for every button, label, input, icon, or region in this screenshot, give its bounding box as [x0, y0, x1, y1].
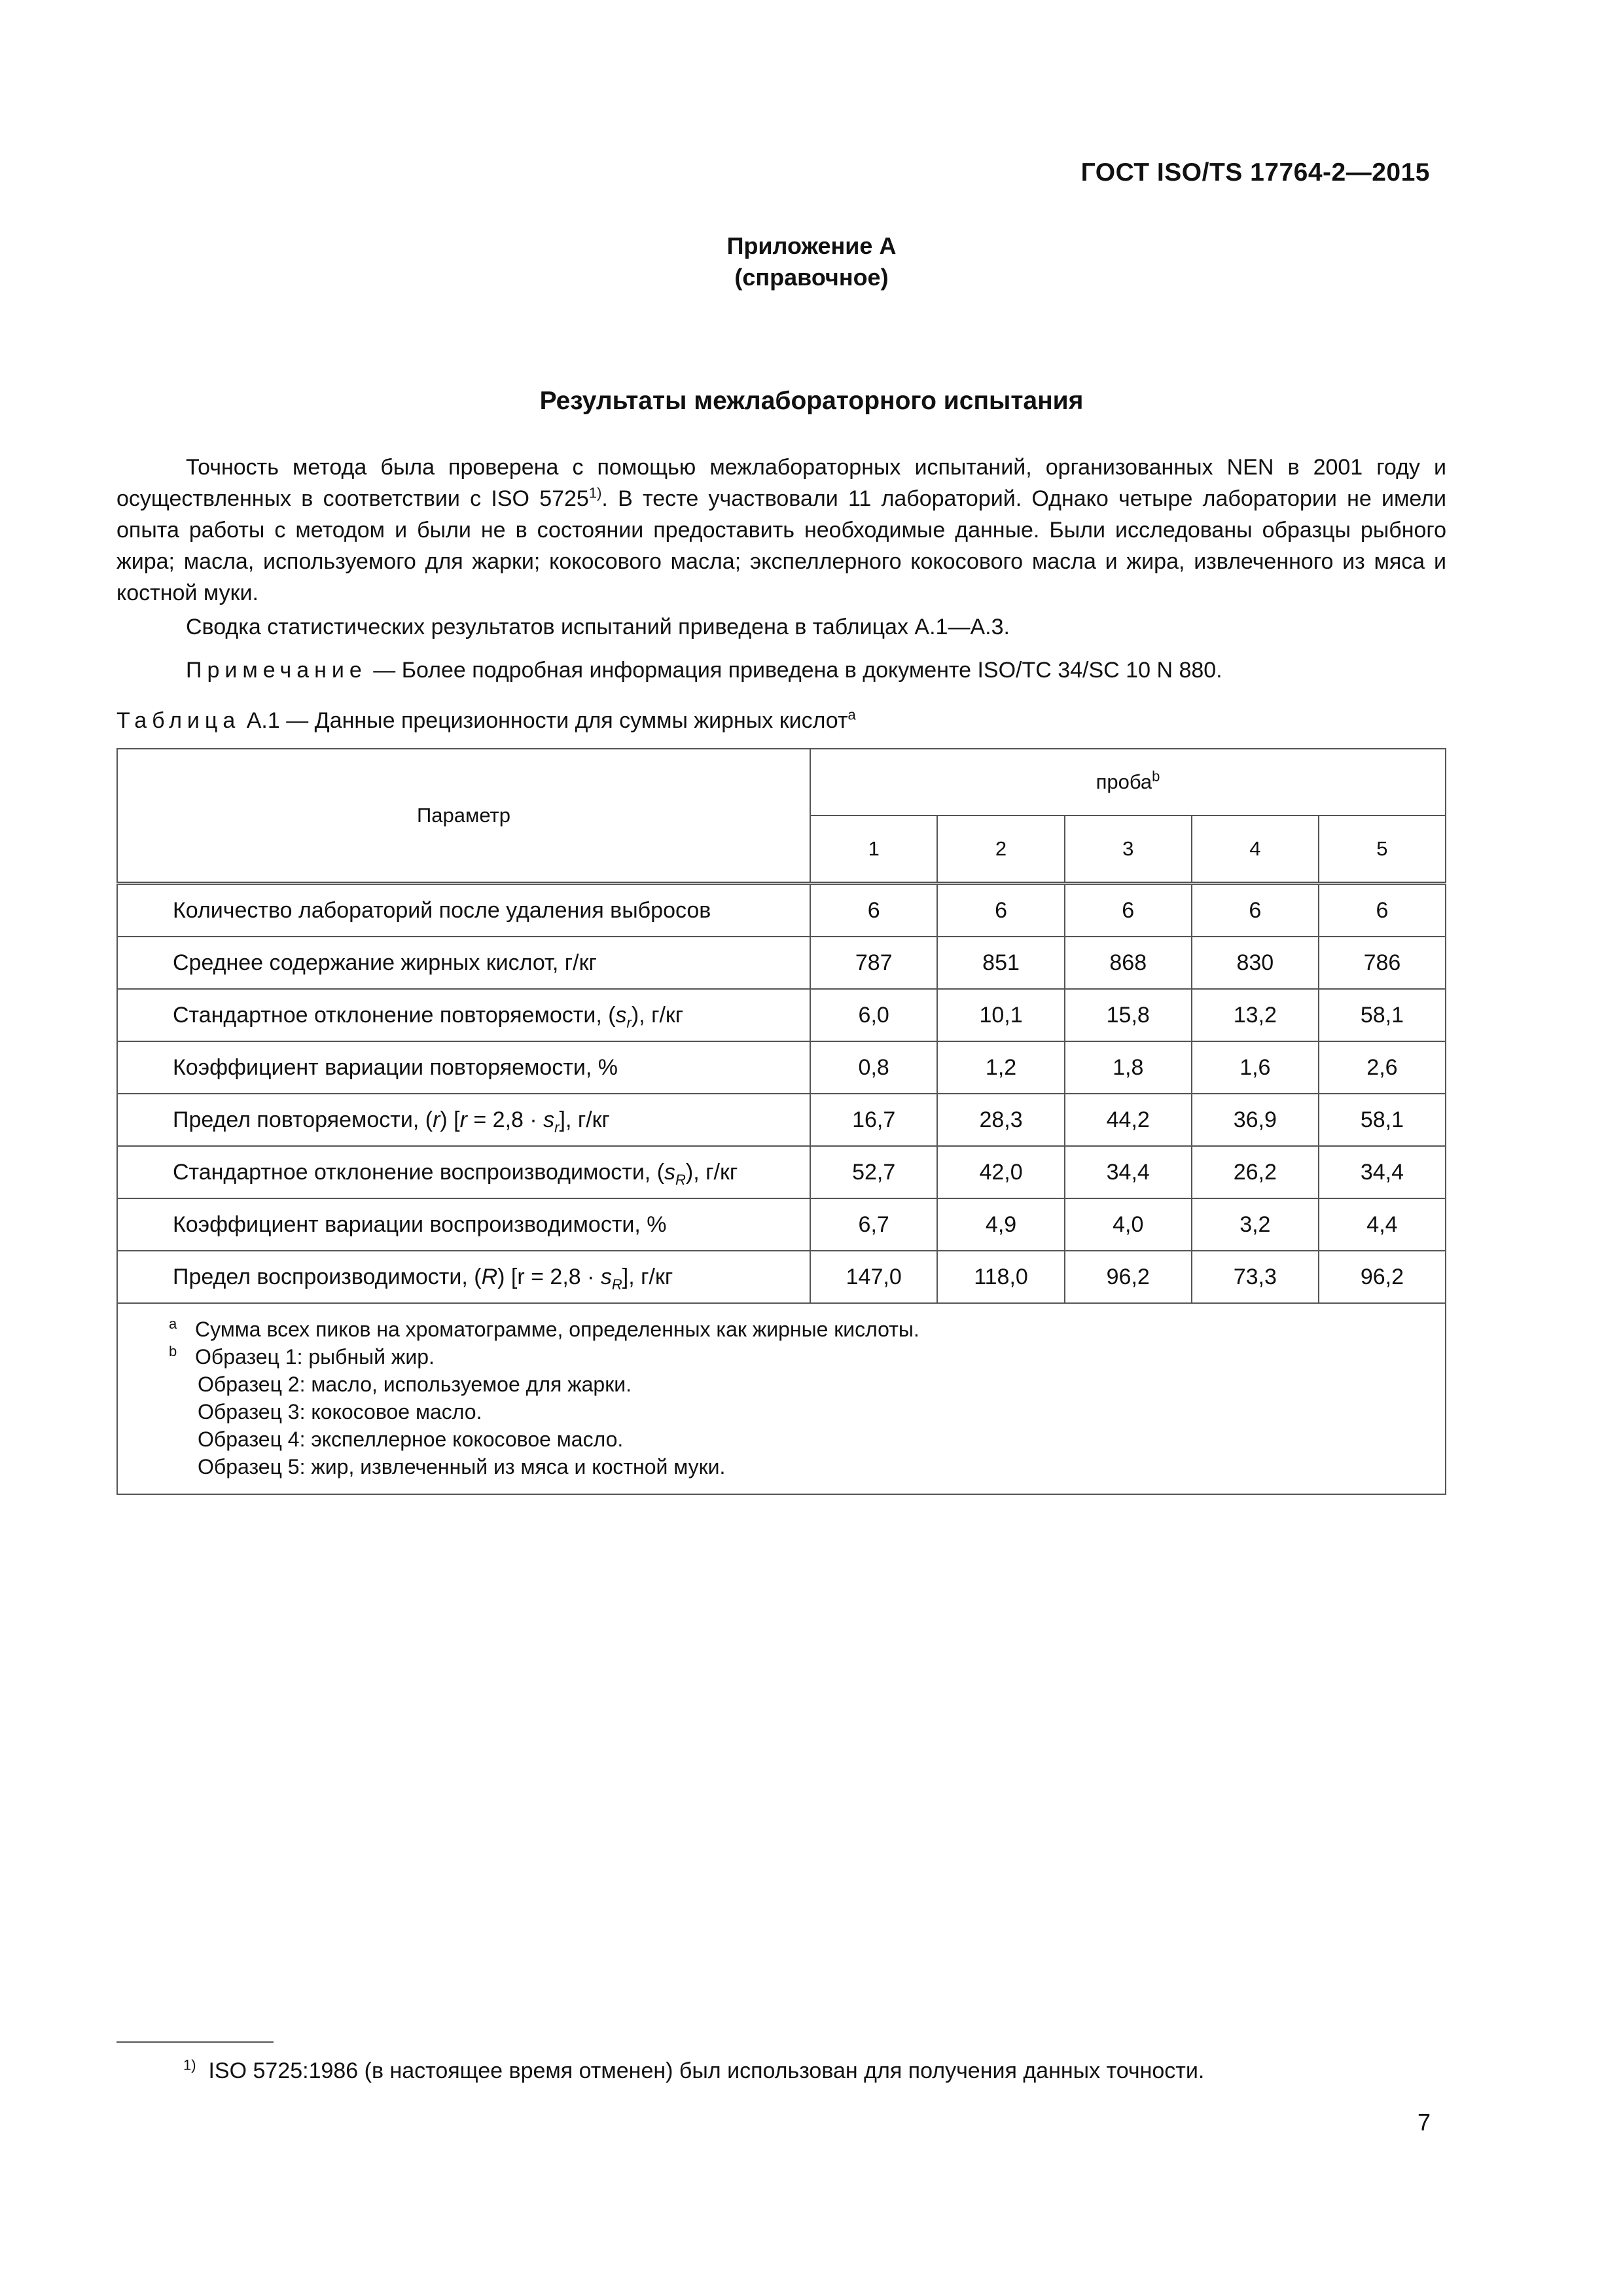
- table-footnotes-row: [117, 1303, 1446, 1494]
- table-caption: [116, 708, 856, 734]
- paragraph-1-text-b: . В тесте участвовали 11 лабораторий. Однако четыре лаборатории не имели опыта работы с методом и были не в состоянии предоставить необходимые данные. Были исследованы образцы рыбного жира; масла, используемого для жарки; кокосового масла; экспеллерного кокосового масла и жира, извлеченного из мяса и костной муки.: [116, 486, 1446, 605]
- cell-value: 3,2: [1192, 1198, 1319, 1251]
- cell-value: 10,1: [937, 989, 1064, 1041]
- table-row: [117, 1251, 1446, 1303]
- header-sample-4: 4: [1192, 816, 1319, 884]
- cell-value: 118,0: [937, 1251, 1064, 1303]
- cell-value: 34,4: [1065, 1146, 1192, 1198]
- cell-value: 28,3: [937, 1094, 1064, 1146]
- table-row: [117, 1146, 1446, 1198]
- row-label: Количество лабораторий после удаления выбросов: [117, 884, 810, 937]
- table-row: [117, 884, 1446, 937]
- row-label-part: ) [: [440, 1107, 460, 1132]
- cell-value: 4,4: [1319, 1198, 1446, 1251]
- row-label-part: Стандартное отклонение повторяемости, (: [173, 1002, 616, 1028]
- page-footnote: [183, 2058, 1204, 2084]
- cell-value: 851: [937, 937, 1064, 989]
- note-label: Примечание: [186, 658, 367, 683]
- cell-value: 96,2: [1065, 1251, 1192, 1303]
- cell-value: 147,0: [810, 1251, 937, 1303]
- table-row: [117, 989, 1446, 1041]
- appendix-heading: [0, 230, 1623, 293]
- cell-value: 1,2: [937, 1041, 1064, 1094]
- header-proba-text: проба: [1096, 770, 1152, 793]
- appendix-subtitle: (справочное): [734, 264, 889, 291]
- row-label-sub: r: [554, 1119, 560, 1136]
- footnote-line: Образец 5: жир, извлеченный из мяса и костной муки.: [198, 1455, 726, 1479]
- row-label-sub: R: [611, 1276, 622, 1293]
- row-label-sub: r: [626, 1014, 632, 1031]
- row-label-part: Предел повторяемости, (: [173, 1107, 433, 1132]
- cell-value: 4,0: [1065, 1198, 1192, 1251]
- cell-value: 44,2: [1065, 1094, 1192, 1146]
- row-label-part: ], г/кг: [559, 1107, 610, 1132]
- page-footnote-text: ISO 5725:1986 (в настоящее время отменен) был использован для получения данных точности.: [208, 2058, 1205, 2083]
- row-label: [117, 1146, 810, 1198]
- cell-value: 0,8: [810, 1041, 937, 1094]
- cell-value: 73,3: [1192, 1251, 1319, 1303]
- cell-value: 52,7: [810, 1146, 937, 1198]
- cell-value: 36,9: [1192, 1094, 1319, 1146]
- paragraph-1-text-a: Точность метода была проверена с помощью межлабораторных испытаний, организованных NEN в 2001 году и осуществленных в соответствии с ISO 5725: [116, 455, 1446, 511]
- cell-value: 42,0: [937, 1146, 1064, 1198]
- cell-value: 6: [1192, 884, 1319, 937]
- row-label-var: s: [543, 1107, 555, 1132]
- row-label: Коэффициент вариации повторяемости, %: [117, 1041, 810, 1094]
- cell-value: 26,2: [1192, 1146, 1319, 1198]
- header-sample-3: 3: [1065, 816, 1192, 884]
- row-label: [117, 1251, 810, 1303]
- row-label-var: r: [433, 1107, 440, 1132]
- row-label-part: Предел воспроизводимости, (: [173, 1264, 482, 1289]
- cell-value: 16,7: [810, 1094, 937, 1146]
- cell-value: 786: [1319, 937, 1446, 989]
- paragraph-1: [116, 452, 1446, 609]
- cell-value: 58,1: [1319, 989, 1446, 1041]
- cell-value: 96,2: [1319, 1251, 1446, 1303]
- footnote-divider: [116, 2041, 274, 2043]
- section-title: Результаты межлабораторного испытания: [539, 387, 1084, 415]
- row-label: [117, 1094, 810, 1146]
- cell-value: 34,4: [1319, 1146, 1446, 1198]
- row-label-sub: R: [675, 1171, 686, 1188]
- row-label-var: s: [664, 1159, 676, 1185]
- paragraph-2: Сводка статистических результатов испытаний приведена в таблицах А.1—А.3.: [186, 615, 1010, 639]
- cell-value: 787: [810, 937, 937, 989]
- row-label: Среднее содержание жирных кислот, г/кг: [117, 937, 810, 989]
- row-label-part: = 2,8 ·: [467, 1107, 544, 1132]
- footnote-text: Сумма всех пиков на хроматограмме, определенных как жирные кислоты.: [195, 1318, 919, 1341]
- table-footnote-b: b Образец 1: рыбный жир.: [169, 1343, 435, 1369]
- cell-value: 830: [1192, 937, 1319, 989]
- cell-value: 6: [937, 884, 1064, 937]
- cell-value: 6: [810, 884, 937, 937]
- cell-value: 1,6: [1192, 1041, 1319, 1094]
- page-number: 7: [1417, 2109, 1431, 2136]
- row-label-var: r: [459, 1107, 467, 1132]
- footnote-ref: 1): [588, 484, 602, 501]
- document-code: ГОСТ ISO/TS 17764-2—2015: [1080, 158, 1430, 187]
- header-sample-2: 2: [937, 816, 1064, 884]
- row-label-var: R: [481, 1264, 498, 1289]
- appendix-title: Приложение А: [726, 232, 897, 259]
- header-sample-1: 1: [810, 816, 937, 884]
- page-footnote-mark: 1): [183, 2056, 196, 2073]
- row-label-part: ), г/кг: [685, 1159, 738, 1185]
- header-proba-sup: b: [1152, 768, 1160, 785]
- row-label: [117, 989, 810, 1041]
- cell-value: 1,8: [1065, 1041, 1192, 1094]
- table-footnote-a: a Сумма всех пиков на хроматограмме, определенных как жирные кислоты.: [169, 1316, 919, 1341]
- cell-value: 2,6: [1319, 1041, 1446, 1094]
- cell-value: 868: [1065, 937, 1192, 989]
- table-row: [117, 1198, 1446, 1251]
- row-label-part: ) [r = 2,8 ·: [497, 1264, 601, 1289]
- precision-table: [116, 748, 1446, 1495]
- row-label-var: s: [615, 1002, 627, 1028]
- cell-value: 6,0: [810, 989, 937, 1041]
- cell-value: 6: [1065, 884, 1192, 937]
- table-row: [117, 937, 1446, 989]
- header-parameter: Параметр: [117, 749, 810, 884]
- note: [116, 655, 1446, 686]
- row-label-part: ), г/кг: [631, 1002, 684, 1028]
- row-label: Коэффициент вариации воспроизводимости, %: [117, 1198, 810, 1251]
- table-caption-label: Таблица: [116, 708, 241, 733]
- row-label-part: Стандартное отклонение воспроизводимости, (: [173, 1159, 665, 1185]
- row-label-part: ], г/кг: [622, 1264, 673, 1289]
- table-caption-sup: a: [847, 706, 856, 723]
- footnote-line: Образец 3: кокосовое масло.: [198, 1400, 482, 1424]
- header-proba: [810, 749, 1446, 816]
- footnote-line: Образец 2: масло, используемое для жарки.: [198, 1372, 632, 1396]
- cell-value: 6: [1319, 884, 1446, 937]
- cell-value: 15,8: [1065, 989, 1192, 1041]
- table-footnotes: [117, 1303, 1446, 1494]
- cell-value: 58,1: [1319, 1094, 1446, 1146]
- table-caption-text: А.1 — Данные прецизионности для суммы жирных кислот: [240, 708, 848, 733]
- row-label-var: s: [600, 1264, 612, 1289]
- cell-value: 4,9: [937, 1198, 1064, 1251]
- table-row: [117, 1094, 1446, 1146]
- cell-value: 6,7: [810, 1198, 937, 1251]
- note-text: — Более подробная информация приведена в документе ISO/TC 34/SC 10 N 880.: [366, 658, 1222, 683]
- cell-value: 13,2: [1192, 989, 1319, 1041]
- footnote-text: Образец 1: рыбный жир.: [195, 1345, 435, 1369]
- header-sample-5: 5: [1319, 816, 1446, 884]
- footnote-line: Образец 4: экспеллерное кокосовое масло.: [198, 1427, 624, 1451]
- body-text: [116, 452, 1446, 686]
- table-row: [117, 1041, 1446, 1094]
